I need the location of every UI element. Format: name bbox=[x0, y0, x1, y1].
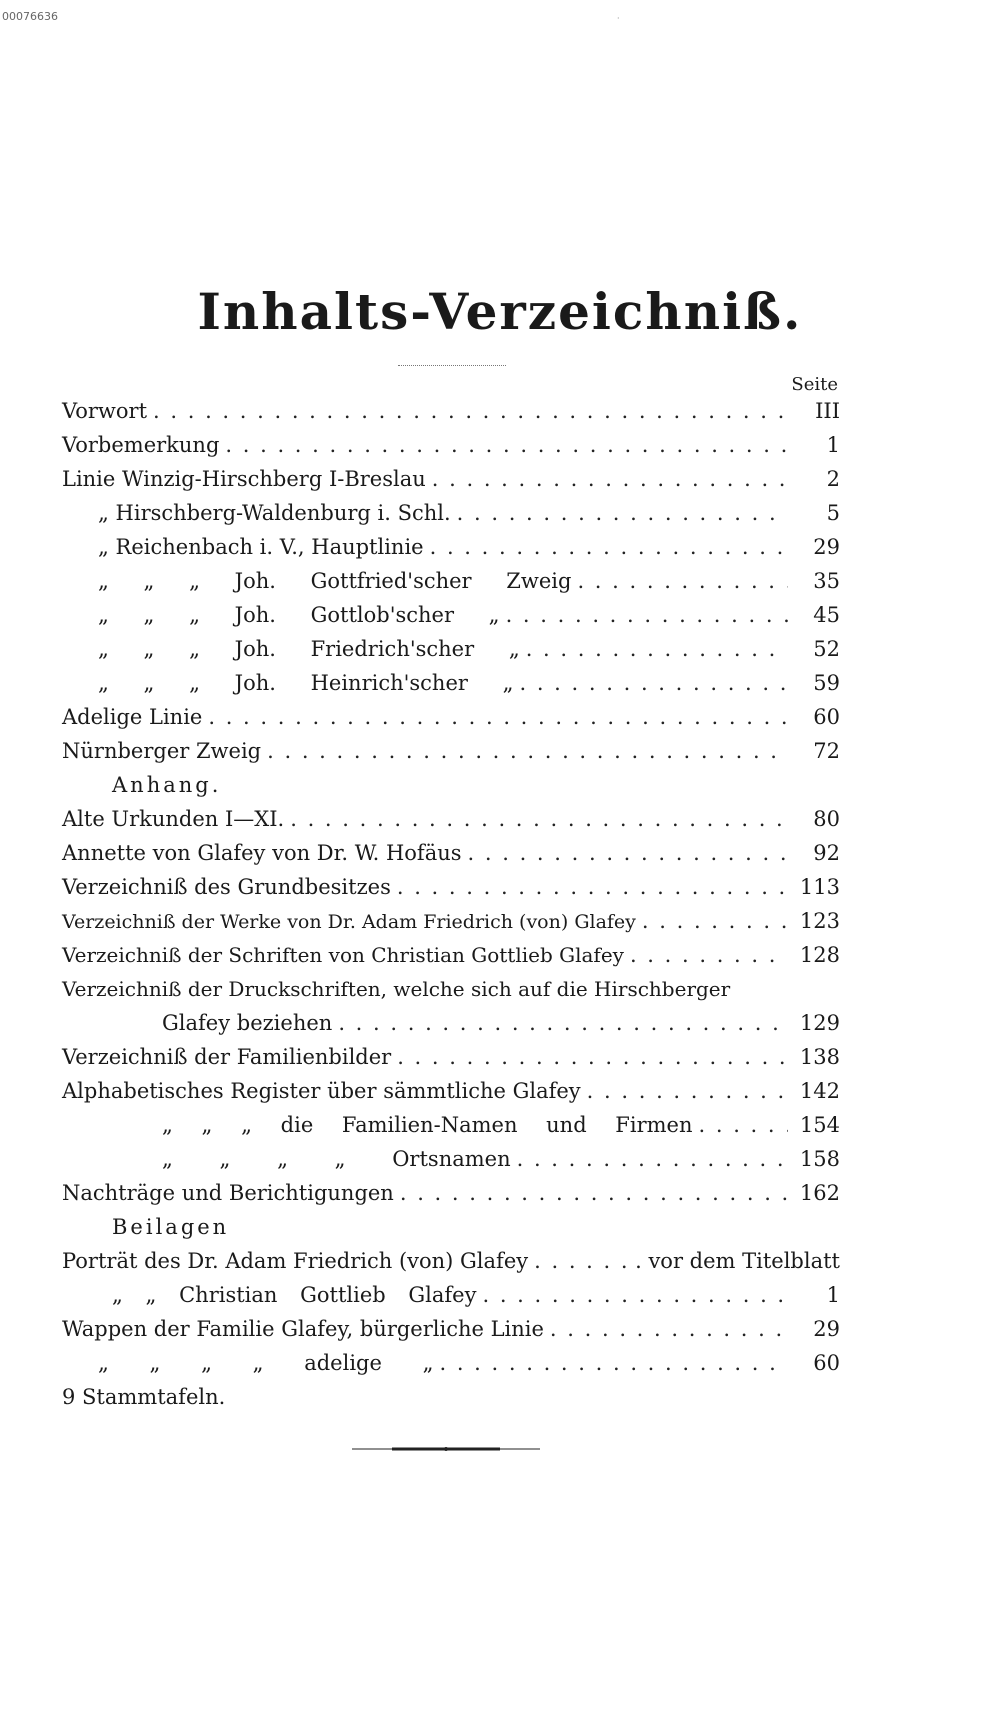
toc-entry: „ „ „ die Familien-Namen und Firmen . . . 154 bbox=[62, 1108, 840, 1142]
toc-entry: „ „ „ Joh. Gottfried'scher Zweig . . . 35 bbox=[62, 564, 840, 598]
scan-speck: · bbox=[617, 14, 620, 23]
toc-entry: Alte Urkunden I—XI. . . . 80 bbox=[62, 802, 840, 836]
toc-entry: „ Reichenbach i. V., Hauptlinie . . . 29 bbox=[62, 530, 840, 564]
toc-entry: Nürnberger Zweig . . . 72 bbox=[62, 734, 840, 768]
toc-entry: Porträt des Dr. Adam Friedrich (von) Glafey . . . . vor dem Titelblatt bbox=[62, 1244, 840, 1278]
toc-entry: Wappen der Familie Glafey, bürgerliche Linie . . . 29 bbox=[62, 1312, 840, 1346]
seite-column-header: Seite bbox=[791, 374, 838, 395]
toc-entry: Alphabetisches Register über sämmtliche Glafey . . . 142 bbox=[62, 1074, 840, 1108]
toc-entry: Adelige Linie . . . 60 bbox=[62, 700, 840, 734]
toc-entry: „ „ „ Joh. Friedrich'scher „ . . . 52 bbox=[62, 632, 840, 666]
closing-ornament-rule bbox=[352, 1447, 540, 1451]
toc-entry: Annette von Glafey von Dr. W. Hofäus . . . 92 bbox=[62, 836, 840, 870]
toc-entry: Vorwort . . . III bbox=[62, 394, 840, 428]
toc-entry: Vorbemerkung . . . 1 bbox=[62, 428, 840, 462]
toc-list bbox=[62, 394, 840, 1414]
toc-entry: Linie Winzig-Hirschberg I-Breslau . . . 2 bbox=[62, 462, 840, 496]
toc-entry: „ „ Christian Gottlieb Glafey . . . 1 bbox=[62, 1278, 840, 1312]
toc-entry: „ „ „ Joh. Heinrich'scher „ . . . 59 bbox=[62, 666, 840, 700]
title-underline bbox=[398, 365, 506, 366]
page-title: Inhalts-Verzeichniß. bbox=[197, 282, 803, 341]
toc-entry: Verzeichniß der Werke von Dr. Adam Friedrich (von) Glafey . . . 123 bbox=[62, 904, 840, 938]
toc-entry-continuation: Glafey beziehen . . . 129 bbox=[62, 1006, 840, 1040]
toc-entry: Verzeichniß des Grundbesitzes . . . 113 bbox=[62, 870, 840, 904]
toc-entry: „ „ „ Joh. Gottlob'scher „ . . . 45 bbox=[62, 598, 840, 632]
toc-entry: Nachträge und Berichtigungen . . . 162 bbox=[62, 1176, 840, 1210]
toc-section-heading: Anhang. bbox=[112, 773, 222, 797]
toc-entry: „ „ „ „ adelige „ . . . 60 bbox=[62, 1346, 840, 1380]
toc-entry: „ Hirschberg-Waldenburg i. Schl. . . . 5 bbox=[62, 496, 840, 530]
toc-entry: 9 Stammtafeln. bbox=[62, 1385, 226, 1409]
toc-section-heading: Beilagen bbox=[112, 1215, 230, 1239]
toc-entry: „ „ „ „ Ortsnamen . . . 158 bbox=[62, 1142, 840, 1176]
toc-entry: Verzeichniß der Druckschriften, welche sich auf die Hirschberger bbox=[62, 977, 731, 1001]
toc-entry: Verzeichniß der Familienbilder . . . 138 bbox=[62, 1040, 840, 1074]
scan-id-label: 00076636 bbox=[2, 10, 58, 23]
toc-entry: Verzeichniß der Schriften von Christian Gottlieb Glafey . . . 128 bbox=[62, 938, 840, 972]
